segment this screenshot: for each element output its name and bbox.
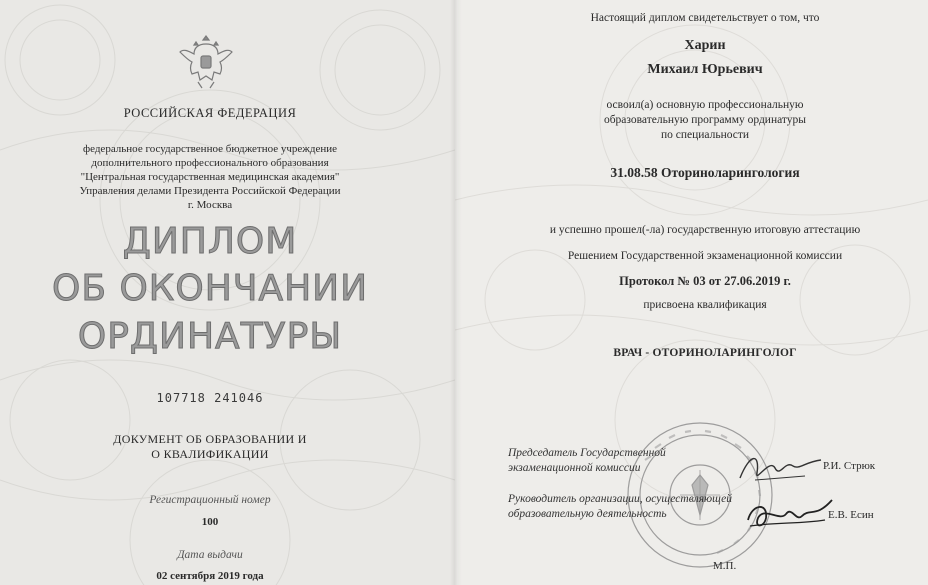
page-fold-shadow <box>450 0 462 585</box>
organization-head-title-line: Руководитель организации, осуществляющей <box>508 493 732 505</box>
serial-number: 107718 241046 <box>156 391 264 405</box>
institution-line: "Центральная государственная медицинская академия" <box>80 171 340 183</box>
diploma-right-page <box>455 0 928 585</box>
protocol-reference: Протокол № 03 от 27.06.2019 г. <box>619 274 791 288</box>
organization-head-title <box>508 492 768 522</box>
document-type-line: О КВАЛИФИКАЦИИ <box>151 447 269 461</box>
commission-chair-name: Р.И. Стрюк <box>823 460 876 472</box>
commission-chair-title-line: Председатель Государственной <box>508 447 666 459</box>
document-type-line: ДОКУМЕНТ ОБ ОБРАЗОВАНИИ И <box>113 432 307 446</box>
program-mastered-line: по специальности <box>660 129 750 141</box>
russian-coat-of-arms-icon <box>178 30 234 90</box>
diploma-title-line: ДИПЛОМ <box>122 221 298 262</box>
graduate-surname: Харин <box>684 38 726 53</box>
organization-head-name: Е.В. Есин <box>828 509 874 521</box>
country-name: РОССИЙСКАЯ ФЕДЕРАЦИЯ <box>123 106 297 120</box>
commission-chair-title <box>508 446 728 476</box>
specialty: 31.08.58 Оториноларингология <box>610 165 800 180</box>
diploma-left-page <box>0 0 455 585</box>
program-mastered-text <box>515 98 895 143</box>
commission-chair-title-line: экзаменационной комиссии <box>508 462 641 474</box>
institution-line: Управления делами Президента Российской Федерации <box>79 185 341 197</box>
institution-line: дополнительного профессионального образования <box>91 157 329 169</box>
diploma-title-line: ОРДИНАТУРЫ <box>77 316 343 357</box>
program-mastered-line: освоил(а) основную профессиональную <box>606 99 804 111</box>
issue-date-label: Дата выдачи <box>177 549 243 561</box>
issue-date-value: 02 сентября 2019 года <box>156 570 264 582</box>
handwritten-signature-icon <box>735 448 825 488</box>
attestation-passed-text: и успешно прошел(-ла) государственную итоговую аттестацию <box>549 224 861 236</box>
handwritten-signature-icon <box>740 492 835 537</box>
institution-block <box>0 142 420 212</box>
qualification-assigned-text: присвоена квалификация <box>643 299 767 311</box>
institution-line: г. Москва <box>187 199 233 211</box>
organization-head-title-line: образовательную деятельность <box>508 508 667 520</box>
registration-number-value: 100 <box>201 516 219 528</box>
commission-decision-text: Решением Государственной экзаменационной комиссии <box>567 250 843 262</box>
graduate-given-names: Михаил Юрьевич <box>647 62 763 77</box>
qualification-title: ВРАЧ - ОТОРИНОЛАРИНГОЛОГ <box>613 347 797 359</box>
diploma-title-line: ОБ ОКОНЧАНИИ <box>51 268 368 309</box>
document-type <box>0 432 420 462</box>
registration-number-label: Регистрационный номер <box>149 494 271 506</box>
certification-intro: Настоящий диплом свидетельствует о том, что <box>590 12 820 24</box>
program-mastered-line: образовательную программу ординатуры <box>603 114 807 126</box>
institution-line: федеральное государственное бюджетное учреждение <box>82 143 338 155</box>
seal-place-mark: М.П. <box>713 560 737 572</box>
